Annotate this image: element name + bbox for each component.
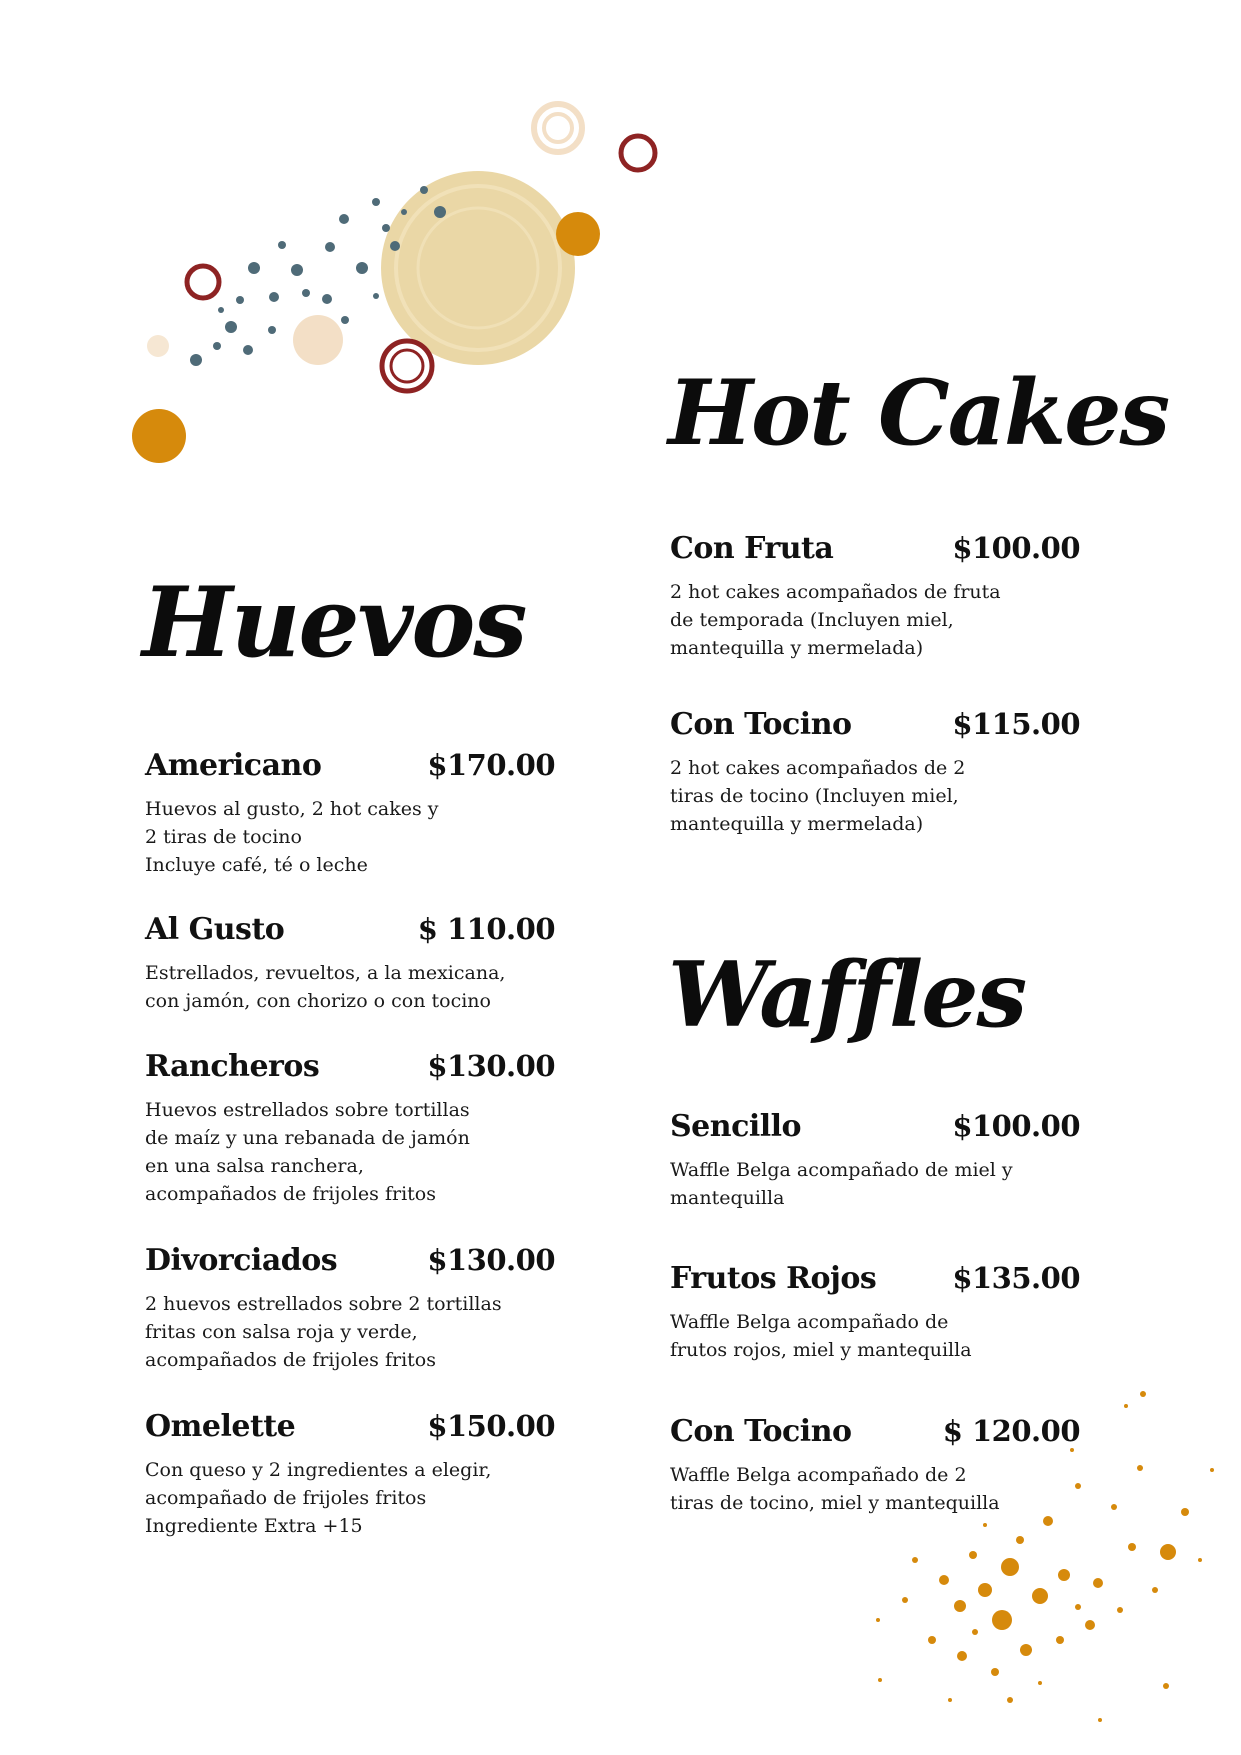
description-line: Con queso y 2 ingredientes a elegir,	[145, 1459, 492, 1481]
description-line: mantequilla	[670, 1187, 785, 1209]
description-line: mantequilla y mermelada)	[670, 637, 924, 659]
item-price: $ 110.00	[417, 912, 555, 946]
description-line: 2 tiras de tocino	[145, 826, 302, 848]
item-name: Sencillo	[670, 1109, 802, 1144]
item-description	[670, 754, 1080, 838]
section-title-huevos: Huevos	[142, 566, 526, 679]
item-price: $130.00	[427, 1243, 555, 1277]
item-description	[145, 1456, 555, 1540]
item-description	[670, 1156, 1080, 1212]
menu-item	[145, 912, 555, 1015]
menu-item	[145, 1409, 555, 1540]
item-name: Omelette	[145, 1409, 296, 1444]
description-line: Huevos al gusto, 2 hot cakes y	[145, 798, 439, 820]
menu-item	[145, 1243, 555, 1374]
item-price: $100.00	[952, 531, 1080, 565]
description-line: de temporada (Incluyen miel,	[670, 609, 954, 631]
menu-item	[145, 1049, 555, 1208]
description-line: Ingrediente Extra +15	[145, 1515, 363, 1537]
dots-cluster-icon	[190, 186, 446, 366]
description-line: 2 hot cakes acompañados de 2	[670, 757, 966, 779]
item-description	[670, 1308, 1080, 1364]
red-ring-icon	[621, 136, 655, 170]
menu-item	[670, 1414, 1080, 1517]
item-price: $135.00	[952, 1261, 1080, 1295]
description-line: en una salsa ranchera,	[145, 1155, 364, 1177]
menu-item	[670, 1109, 1080, 1212]
menu-item	[670, 1261, 1080, 1364]
section-title-waffles: Waffles	[668, 942, 1026, 1048]
description-line: acompañados de frijoles fritos	[145, 1349, 436, 1371]
menu-item	[145, 748, 555, 879]
description-line: Incluye café, té o leche	[145, 854, 368, 876]
description-line: con jamón, con chorizo o con tocino	[145, 990, 491, 1012]
item-price: $130.00	[427, 1049, 555, 1083]
description-line: acompañado de frijoles fritos	[145, 1487, 427, 1509]
item-description	[145, 795, 555, 879]
item-description	[145, 959, 555, 1015]
description-line: Estrellados, revueltos, a la mexicana,	[145, 962, 506, 984]
item-price: $100.00	[952, 1109, 1080, 1143]
item-name: Frutos Rojos	[670, 1261, 877, 1296]
description-line: Waffle Belga acompañado de	[670, 1311, 949, 1333]
description-line: de maíz y una rebanada de jamón	[145, 1127, 470, 1149]
item-name: Al Gusto	[145, 912, 285, 947]
menu-item	[670, 707, 1080, 838]
description-line: Huevos estrellados sobre tortillas	[145, 1099, 470, 1121]
item-description	[145, 1290, 555, 1374]
item-description	[670, 578, 1080, 662]
item-name: Divorciados	[145, 1243, 338, 1278]
item-name: Con Fruta	[670, 531, 834, 566]
item-price: $170.00	[427, 748, 555, 782]
peach-ring-icon	[534, 104, 582, 152]
item-name: Rancheros	[145, 1049, 320, 1084]
description-line: Waffle Belga acompañado de 2	[670, 1464, 967, 1486]
item-price: $ 120.00	[942, 1414, 1080, 1448]
section-title-hotcakes: Hot Cakes	[668, 360, 1169, 466]
description-line: tiras de tocino (Incluyen miel,	[670, 785, 959, 807]
description-line: frutos rojos, miel y mantequilla	[670, 1339, 972, 1361]
description-line: 2 hot cakes acompañados de fruta	[670, 581, 1001, 603]
item-description	[670, 1461, 1080, 1517]
item-price: $150.00	[427, 1409, 555, 1443]
description-line: 2 huevos estrellados sobre 2 tortillas	[145, 1293, 502, 1315]
description-line: mantequilla y mermelada)	[670, 813, 924, 835]
item-price: $115.00	[952, 707, 1080, 741]
item-name: Con Tocino	[670, 1414, 852, 1449]
menu-item	[670, 531, 1080, 662]
description-line: acompañados de frijoles fritos	[145, 1183, 436, 1205]
description-line: Waffle Belga acompañado de miel y	[670, 1159, 1013, 1181]
orange-dot-icon	[556, 212, 600, 256]
description-line: tiras de tocino, miel y mantequilla	[670, 1492, 1000, 1514]
description-line: fritas con salsa roja y verde,	[145, 1321, 418, 1343]
item-name: Con Tocino	[670, 707, 852, 742]
cream-brush-circle-icon	[381, 171, 575, 365]
item-name: Americano	[145, 748, 322, 783]
item-description	[145, 1096, 555, 1208]
